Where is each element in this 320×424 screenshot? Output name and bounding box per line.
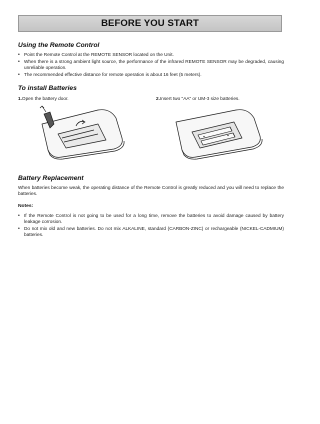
- header-band: [18, 15, 282, 32]
- section-title-install-batteries: To install Batteries: [18, 85, 77, 92]
- notes-list: [18, 213, 284, 239]
- install-step-2: [156, 96, 286, 102]
- remote-insert-batteries-illustration: [170, 104, 266, 160]
- install-step-1: [18, 96, 138, 102]
- section-title-using-remote: Using the Remote Control: [18, 42, 100, 49]
- list-item: • Do not mix old and new batteries. Do not mix ALKALINE, standard (CARBON-ZINC) or rechargeable (NICKEL-CADMIUM) batteries.: [18, 226, 284, 239]
- remote-open-door-illustration: [36, 104, 128, 160]
- list-item: • If the Remote Control is not going to be used for a long time, remove the batteries to avoid damage caused by battery leakage corrosion.: [18, 213, 284, 226]
- replacement-paragraph: When batteries become weak, the operating distance of the Remote Control is greatly reduced and you will need to replace the batteries.: [18, 185, 284, 197]
- step-number: 1.: [18, 96, 22, 101]
- notes-label: Notes:: [18, 204, 34, 209]
- list-item: • Point the Remote Control at the REMOTE SENSOR located on the Unit.: [18, 52, 284, 58]
- list-item: • When there is a strong ambient light source, the performance of the infrared REMOTE SENSOR may be degraded, causing unreliable operation.: [18, 59, 284, 72]
- step-text: Open the battery door.: [21, 96, 69, 101]
- list-item: • The recommended effective distance for remote operation is about 16 feet (5 meters).: [18, 72, 284, 78]
- section-title-battery-replacement: Battery Replacement: [18, 175, 84, 182]
- page-title: BEFORE YOU START: [101, 18, 199, 29]
- step-text: Insert two "AA" or UM-3 size batteries.: [159, 96, 240, 101]
- step-number: 2.: [156, 96, 160, 101]
- remote-usage-list: [18, 52, 284, 79]
